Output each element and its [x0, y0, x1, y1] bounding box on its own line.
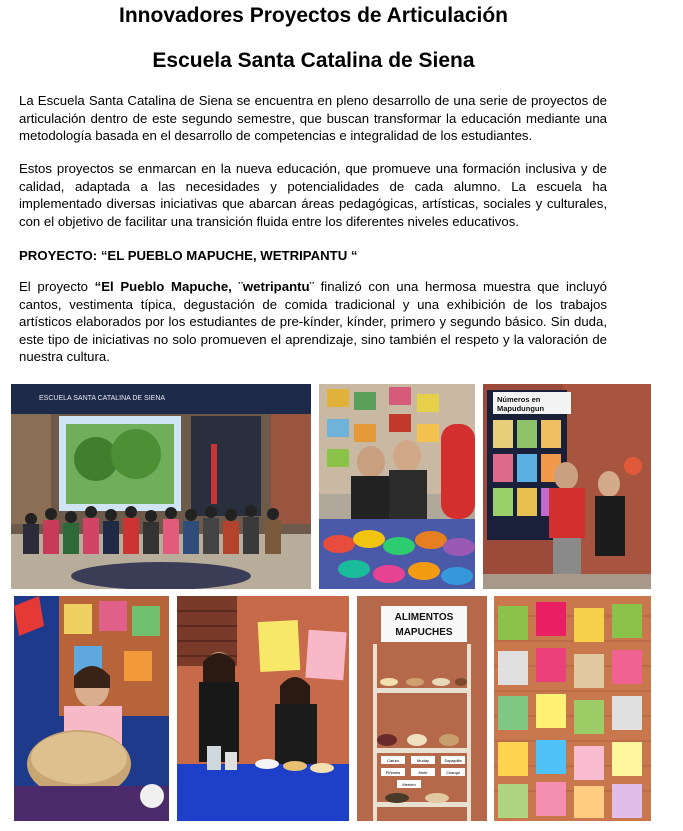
food-card-4: Piñones: [385, 770, 401, 775]
page-subtitle: Escuela Santa Catalina de Siena: [152, 49, 475, 72]
food-card-2: Muday: [416, 758, 430, 763]
photo-children-textiles: [319, 384, 475, 589]
intro-paragraph: La Escuela Santa Catalina de Siena se encuentra en pleno desarrollo de una serie de proyectos de articulación dentro de este segundo semestre, que buscan transformar la educación mediante una metodología basada en el desarrollo de competencias e integralidad de los estudiantes.: [19, 93, 607, 143]
food-card-5: Mote: [418, 770, 428, 775]
photo-teachers-food-table: [177, 596, 349, 821]
project-name: “El Pueblo Mapuche, ¨wetripantu¨: [94, 279, 314, 294]
food-card-3: Sopaipilla: [444, 758, 462, 763]
food-card-1: Catuto: [387, 758, 399, 763]
project-heading: PROYECTO: “EL PUEBLO MAPUCHE, WETRIPANTU “: [19, 248, 358, 263]
numbers-sign-line1: Números en: [497, 395, 541, 404]
project-paragraph-rest: finalizó con una hermosa muestra que incluyó cantos, vestimenta típica, degustación de comida tradicional y una exhibición de los trabajos artísticos elaborados por los estudiantes de pre-kínder, kínder, primero y segundo básico. Sin duda, este tipo de iniciativas no solo promueven el aprendizaje, sino también el respeto y la valoración de nuestra cultura.: [19, 279, 607, 364]
photo-mapuche-food-shelf: [357, 596, 487, 821]
photo-girl-drum: [14, 596, 169, 821]
page-title: Innovadores Proyectos de Articulación: [119, 4, 508, 27]
photo-artwork-wall: [494, 596, 651, 821]
food-sign-line2: MAPUCHES: [395, 627, 453, 638]
food-sign-line1: ALIMENTOS: [394, 612, 454, 623]
context-paragraph: Estos proyectos se enmarcan en la nueva educación, que promueve una formación inclusiva y de calidad, adaptada a las necesidades y potencialidades de cada alumno. La escuela ha implementado diversas iniciativas que abarcan áreas pedagógicas, artísticas, sociales y culturales, con el objetivo de facilitar una transición fluida entre los diferentes niveles educativos.: [19, 161, 607, 229]
photo-numbers-mapudungun: [483, 384, 651, 589]
food-card-6: Charqui: [445, 770, 461, 775]
photo-assembly-hall: [11, 384, 311, 589]
project-paragraph: [19, 278, 607, 366]
numbers-sign-line2: Mapudungun: [497, 404, 545, 413]
banner-text: ESCUELA SANTA CATALINA DE SIENA: [39, 395, 166, 402]
project-paragraph-intro: El proyecto: [19, 279, 95, 294]
food-card-7: Merkén: [402, 782, 416, 787]
